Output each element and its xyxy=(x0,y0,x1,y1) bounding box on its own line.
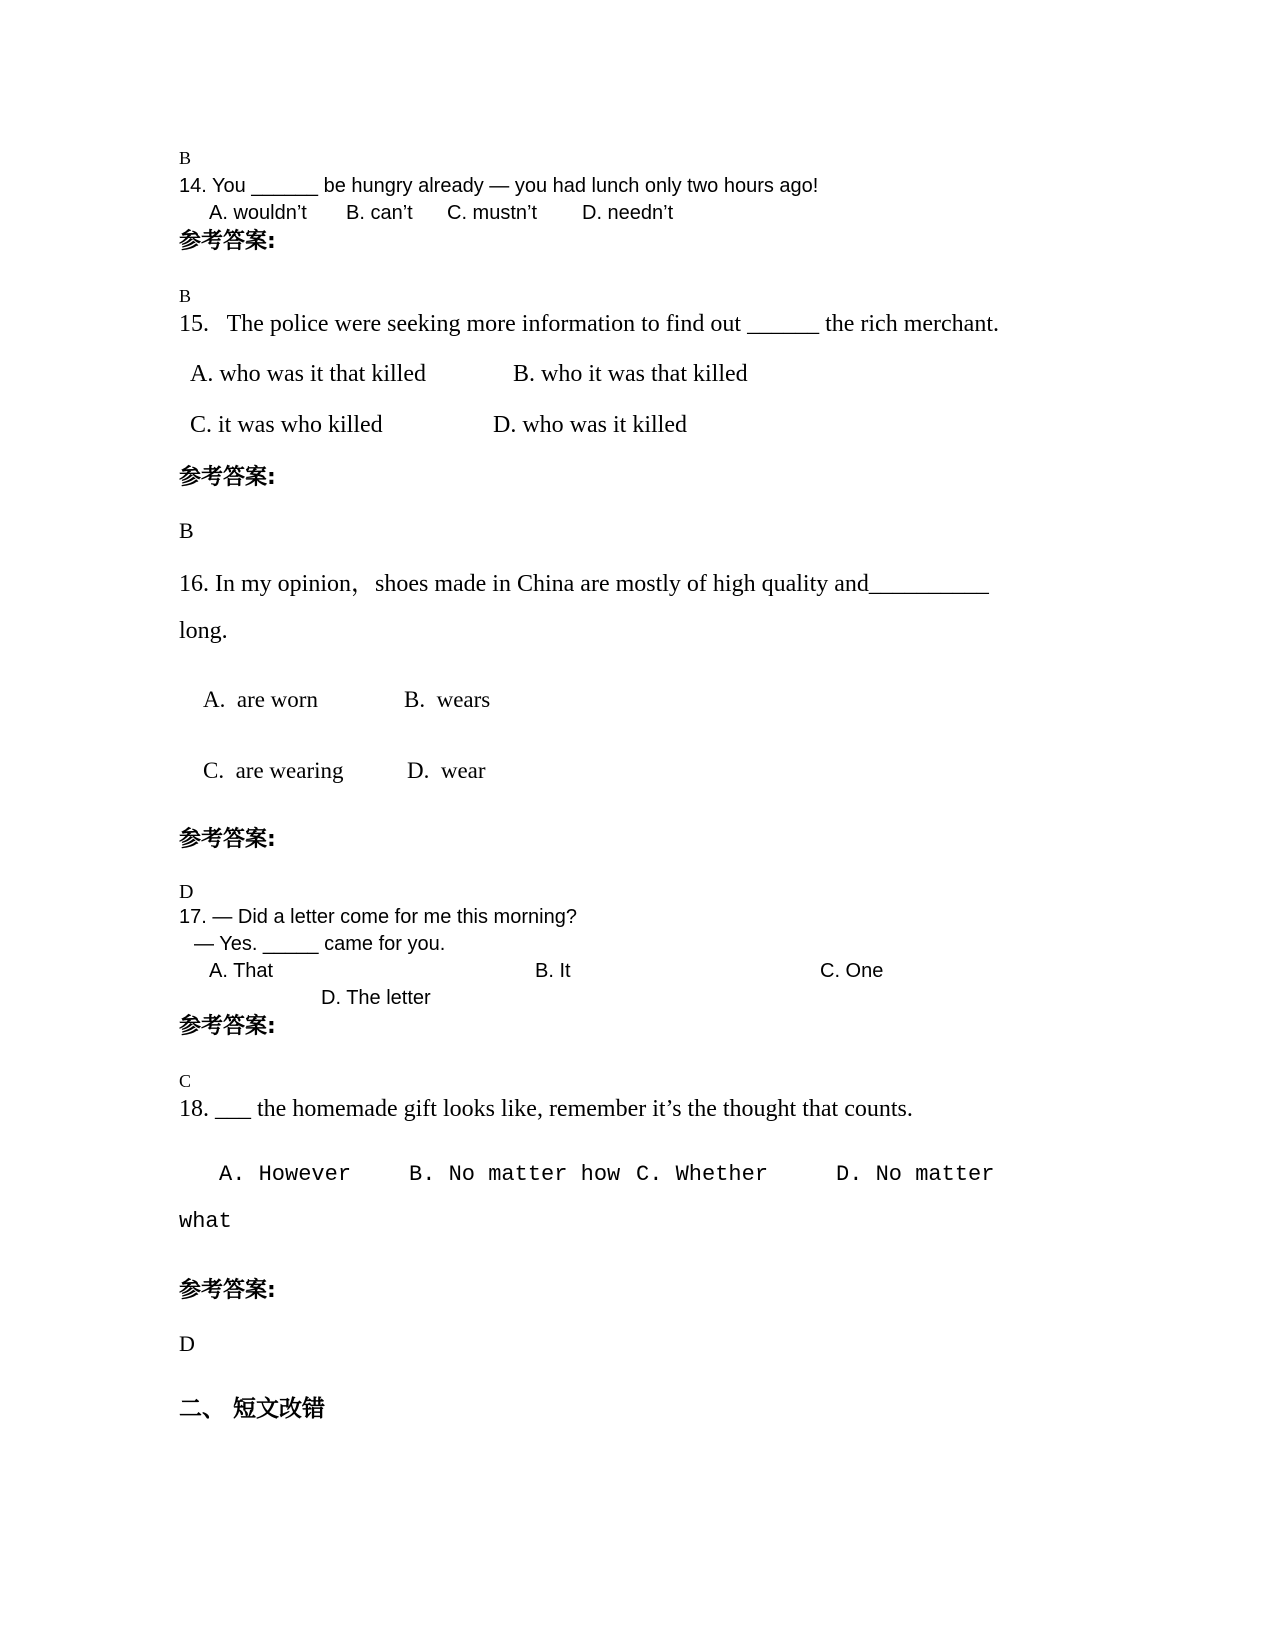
q18-stem: 18. ___ the homemade gift looks like, remember it’s the thought that counts. xyxy=(179,1096,913,1122)
q18-option-d: D. No matter xyxy=(836,1162,995,1187)
q17-option-d: D. The letter xyxy=(321,987,431,1009)
q17-option-a: A. That xyxy=(209,960,274,982)
q17-option-c: C. One xyxy=(820,960,884,982)
q16-option-d: D. wear xyxy=(407,758,486,783)
q14-stem: 14. You ______ be hungry already — you had lunch only two hours ago! xyxy=(179,175,819,197)
q16-stem-line1: 16. In my opinion，shoes made in China are mostly of high quality and__________ xyxy=(179,571,989,597)
q16-option-c: C. are wearing xyxy=(203,758,344,783)
q16-stem-line2: long. xyxy=(179,618,228,644)
q17-answer: C xyxy=(179,1071,192,1091)
q14-option-a: A. wouldn’t xyxy=(209,202,307,224)
q15-option-c: C. it was who killed xyxy=(190,412,383,438)
q16-option-b: B. wears xyxy=(404,687,491,712)
q15-answer-label: 参考答案: xyxy=(179,465,276,490)
q18-answer-label: 参考答案: xyxy=(179,1278,276,1303)
previous-answer: B xyxy=(179,148,192,168)
q17-stem-line1: 17. — Did a letter come for me this morning? xyxy=(179,906,577,928)
q18-option-c: C. Whether xyxy=(636,1162,769,1187)
q14-answer-label: 参考答案: xyxy=(179,229,276,254)
q14-option-c: C. mustn’t xyxy=(447,202,538,224)
q15-option-a: A. who was it that killed xyxy=(190,361,426,387)
q15-answer: B xyxy=(179,518,194,543)
q15-option-b: B. who it was that killed xyxy=(513,361,748,387)
q16-answer: D xyxy=(179,881,194,903)
q17-option-b: B. It xyxy=(535,960,571,982)
q18-option-b: B. No matter how xyxy=(409,1162,621,1187)
q15-stem: 15. The police were seeking more information to find out ______ the rich merchant. xyxy=(179,311,999,337)
q16-answer-label: 参考答案: xyxy=(179,827,276,852)
q17-stem-line2: — Yes. _____ came for you. xyxy=(194,933,446,955)
q18-option-d-continued: what xyxy=(179,1209,232,1234)
q18-option-a: A. However xyxy=(219,1162,352,1187)
q14-option-b: B. can’t xyxy=(346,202,413,224)
q17-answer-label: 参考答案: xyxy=(179,1014,276,1039)
q14-answer: B xyxy=(179,286,192,306)
q14-option-d: D. needn’t xyxy=(582,202,674,224)
q15-option-d: D. who was it killed xyxy=(493,412,687,438)
q18-answer: D xyxy=(179,1331,195,1356)
q16-option-a: A. are worn xyxy=(203,687,318,712)
section-heading: 二、 短文改错 xyxy=(179,1396,326,1422)
